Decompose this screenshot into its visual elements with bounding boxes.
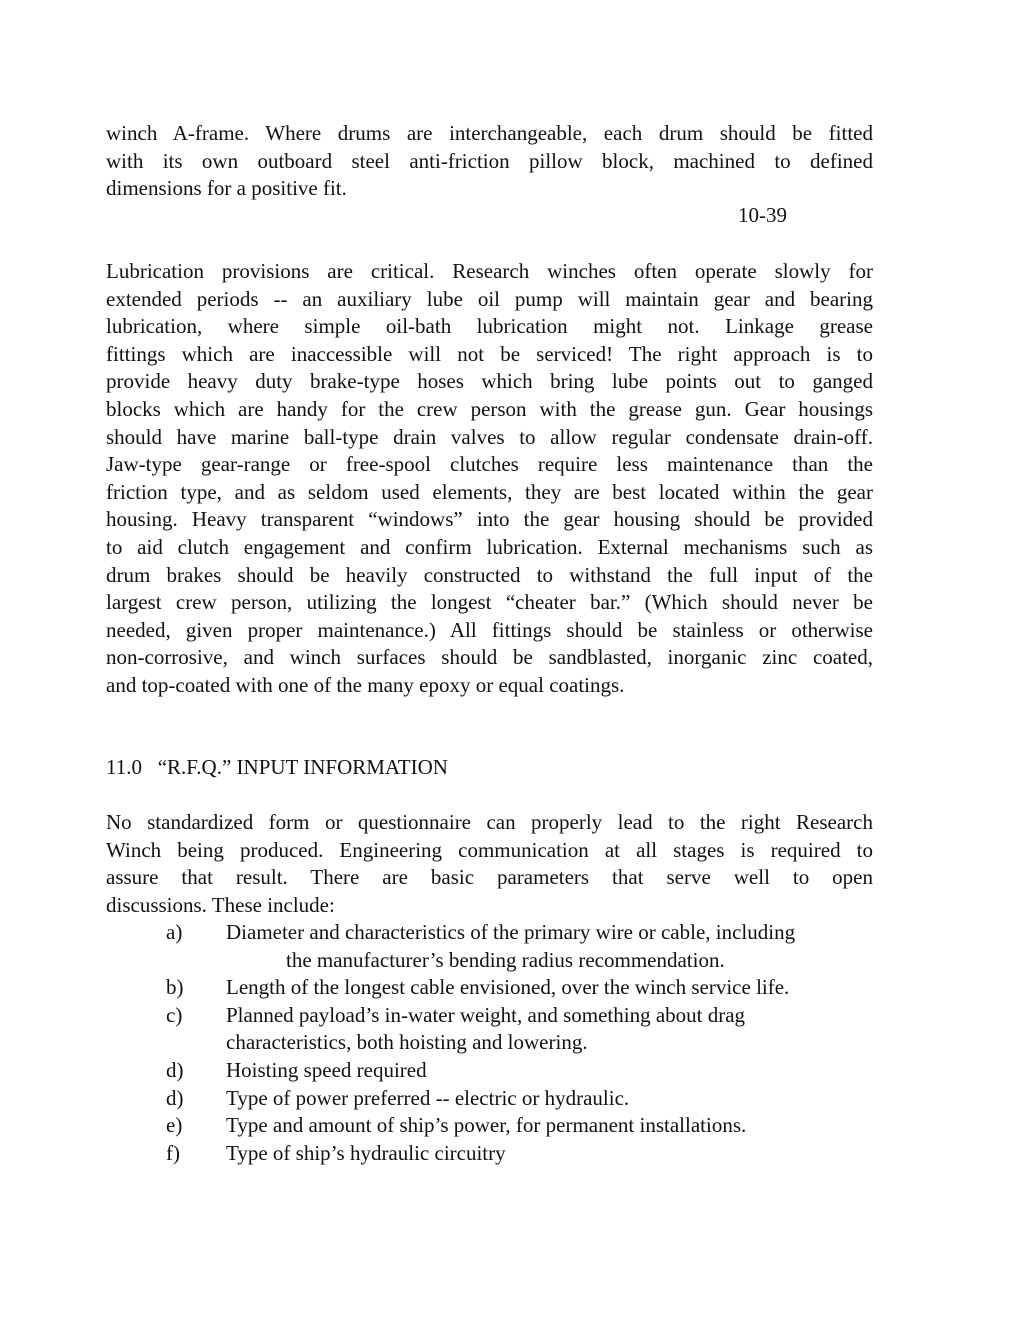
text-line: largest crew person, utilizing the longest “cheater bar.” (Which should never be — [106, 590, 873, 615]
text-line: should have marine ball-type drain valves to allow regular condensate drain-off. — [106, 424, 873, 449]
list-item-text: the manufacturer’s bending radius recommendation. — [286, 947, 725, 972]
list-marker: a) — [166, 920, 183, 944]
list-item — [106, 919, 873, 974]
text-line: Jaw-type gear-range or free-spool clutches require less maintenance than the — [106, 452, 873, 477]
list-item — [106, 1002, 873, 1057]
list-item — [106, 1112, 873, 1140]
list-item-text: Type and amount of ship’s power, for permanent installations. — [226, 1113, 747, 1138]
list-marker: d) — [166, 1085, 184, 1110]
list-marker: d) — [166, 1057, 184, 1082]
list-item-text: Length of the longest cable envisioned, over the winch service life. — [226, 975, 790, 1000]
list-item-text: Type of ship’s hydraulic circuitry — [226, 1140, 506, 1165]
paragraph-lubrication — [106, 258, 873, 700]
text-line: fittings which are inaccessible will not be serviced! The right approach is to — [106, 341, 873, 366]
list-item — [106, 1057, 873, 1085]
text-line: winch A-frame. Where drums are interchangeable, each drum should be fitted — [106, 121, 873, 145]
text-line: assure that result. There are basic parameters that serve well to open — [106, 865, 873, 890]
text-line: extended periods -- an auxiliary lube oil pump will maintain gear and bearing — [106, 286, 873, 311]
list-item — [106, 974, 873, 1002]
text-line: and top-coated with one of the many epoxy or equal coatings. — [106, 672, 625, 697]
text-line: No standardized form or questionnaire can properly lead to the right Research — [106, 810, 873, 834]
list-item-text: Planned payload’s in-water weight, and something about drag — [226, 1002, 746, 1027]
text-line: discussions. These include: — [106, 892, 335, 917]
list-item — [106, 1140, 873, 1168]
paragraph-rfq-intro — [106, 809, 873, 919]
parameter-list — [106, 919, 873, 1167]
list-item — [106, 1085, 873, 1113]
text-line: lubrication, where simple oil-bath lubrication might not. Linkage grease — [106, 314, 873, 339]
text-line: drum brakes should be heavily constructed to withstand the full input of the — [106, 562, 873, 587]
text-line: housing. Heavy transparent “windows” into the gear housing should be provided — [106, 507, 873, 532]
page-reference: 10-39 — [738, 203, 787, 227]
text-line: Winch being produced. Engineering communication at all stages is required to — [106, 837, 873, 862]
paragraph-continuation — [106, 120, 873, 203]
section-heading: 11.0 “R.F.Q.” INPUT INFORMATION — [106, 755, 448, 779]
list-marker: c) — [166, 1002, 183, 1027]
list-item-text: Hoisting speed required — [226, 1057, 427, 1082]
text-line: provide heavy duty brake-type hoses which bring lube points out to ganged — [106, 369, 873, 394]
text-line: Lubrication provisions are critical. Research winches often operate slowly for — [106, 259, 873, 283]
text-line: blocks which are handy for the crew person with the grease gun. Gear housings — [106, 396, 873, 421]
text-line: non-corrosive, and winch surfaces should be sandblasted, inorganic zinc coated, — [106, 645, 873, 670]
text-line: friction type, and as seldom used elements, they are best located within the gear — [106, 479, 873, 504]
list-marker: b) — [166, 975, 184, 1000]
list-marker: e) — [166, 1113, 183, 1138]
list-item-text: Diameter and characteristics of the primary wire or cable, including — [226, 920, 796, 944]
list-item-text: characteristics, both hoisting and lowering. — [226, 1030, 588, 1055]
text-line: needed, given proper maintenance.) All fittings should be stainless or otherwise — [106, 617, 873, 642]
text-line: dimensions for a positive fit. — [106, 176, 347, 201]
list-marker: f) — [166, 1140, 180, 1165]
text-line: to aid clutch engagement and confirm lubrication. External mechanisms such as — [106, 534, 873, 559]
text-line: with its own outboard steel anti-friction pillow block, machined to defined — [106, 148, 873, 173]
list-item-text: Type of power preferred -- electric or hydraulic. — [226, 1085, 630, 1110]
